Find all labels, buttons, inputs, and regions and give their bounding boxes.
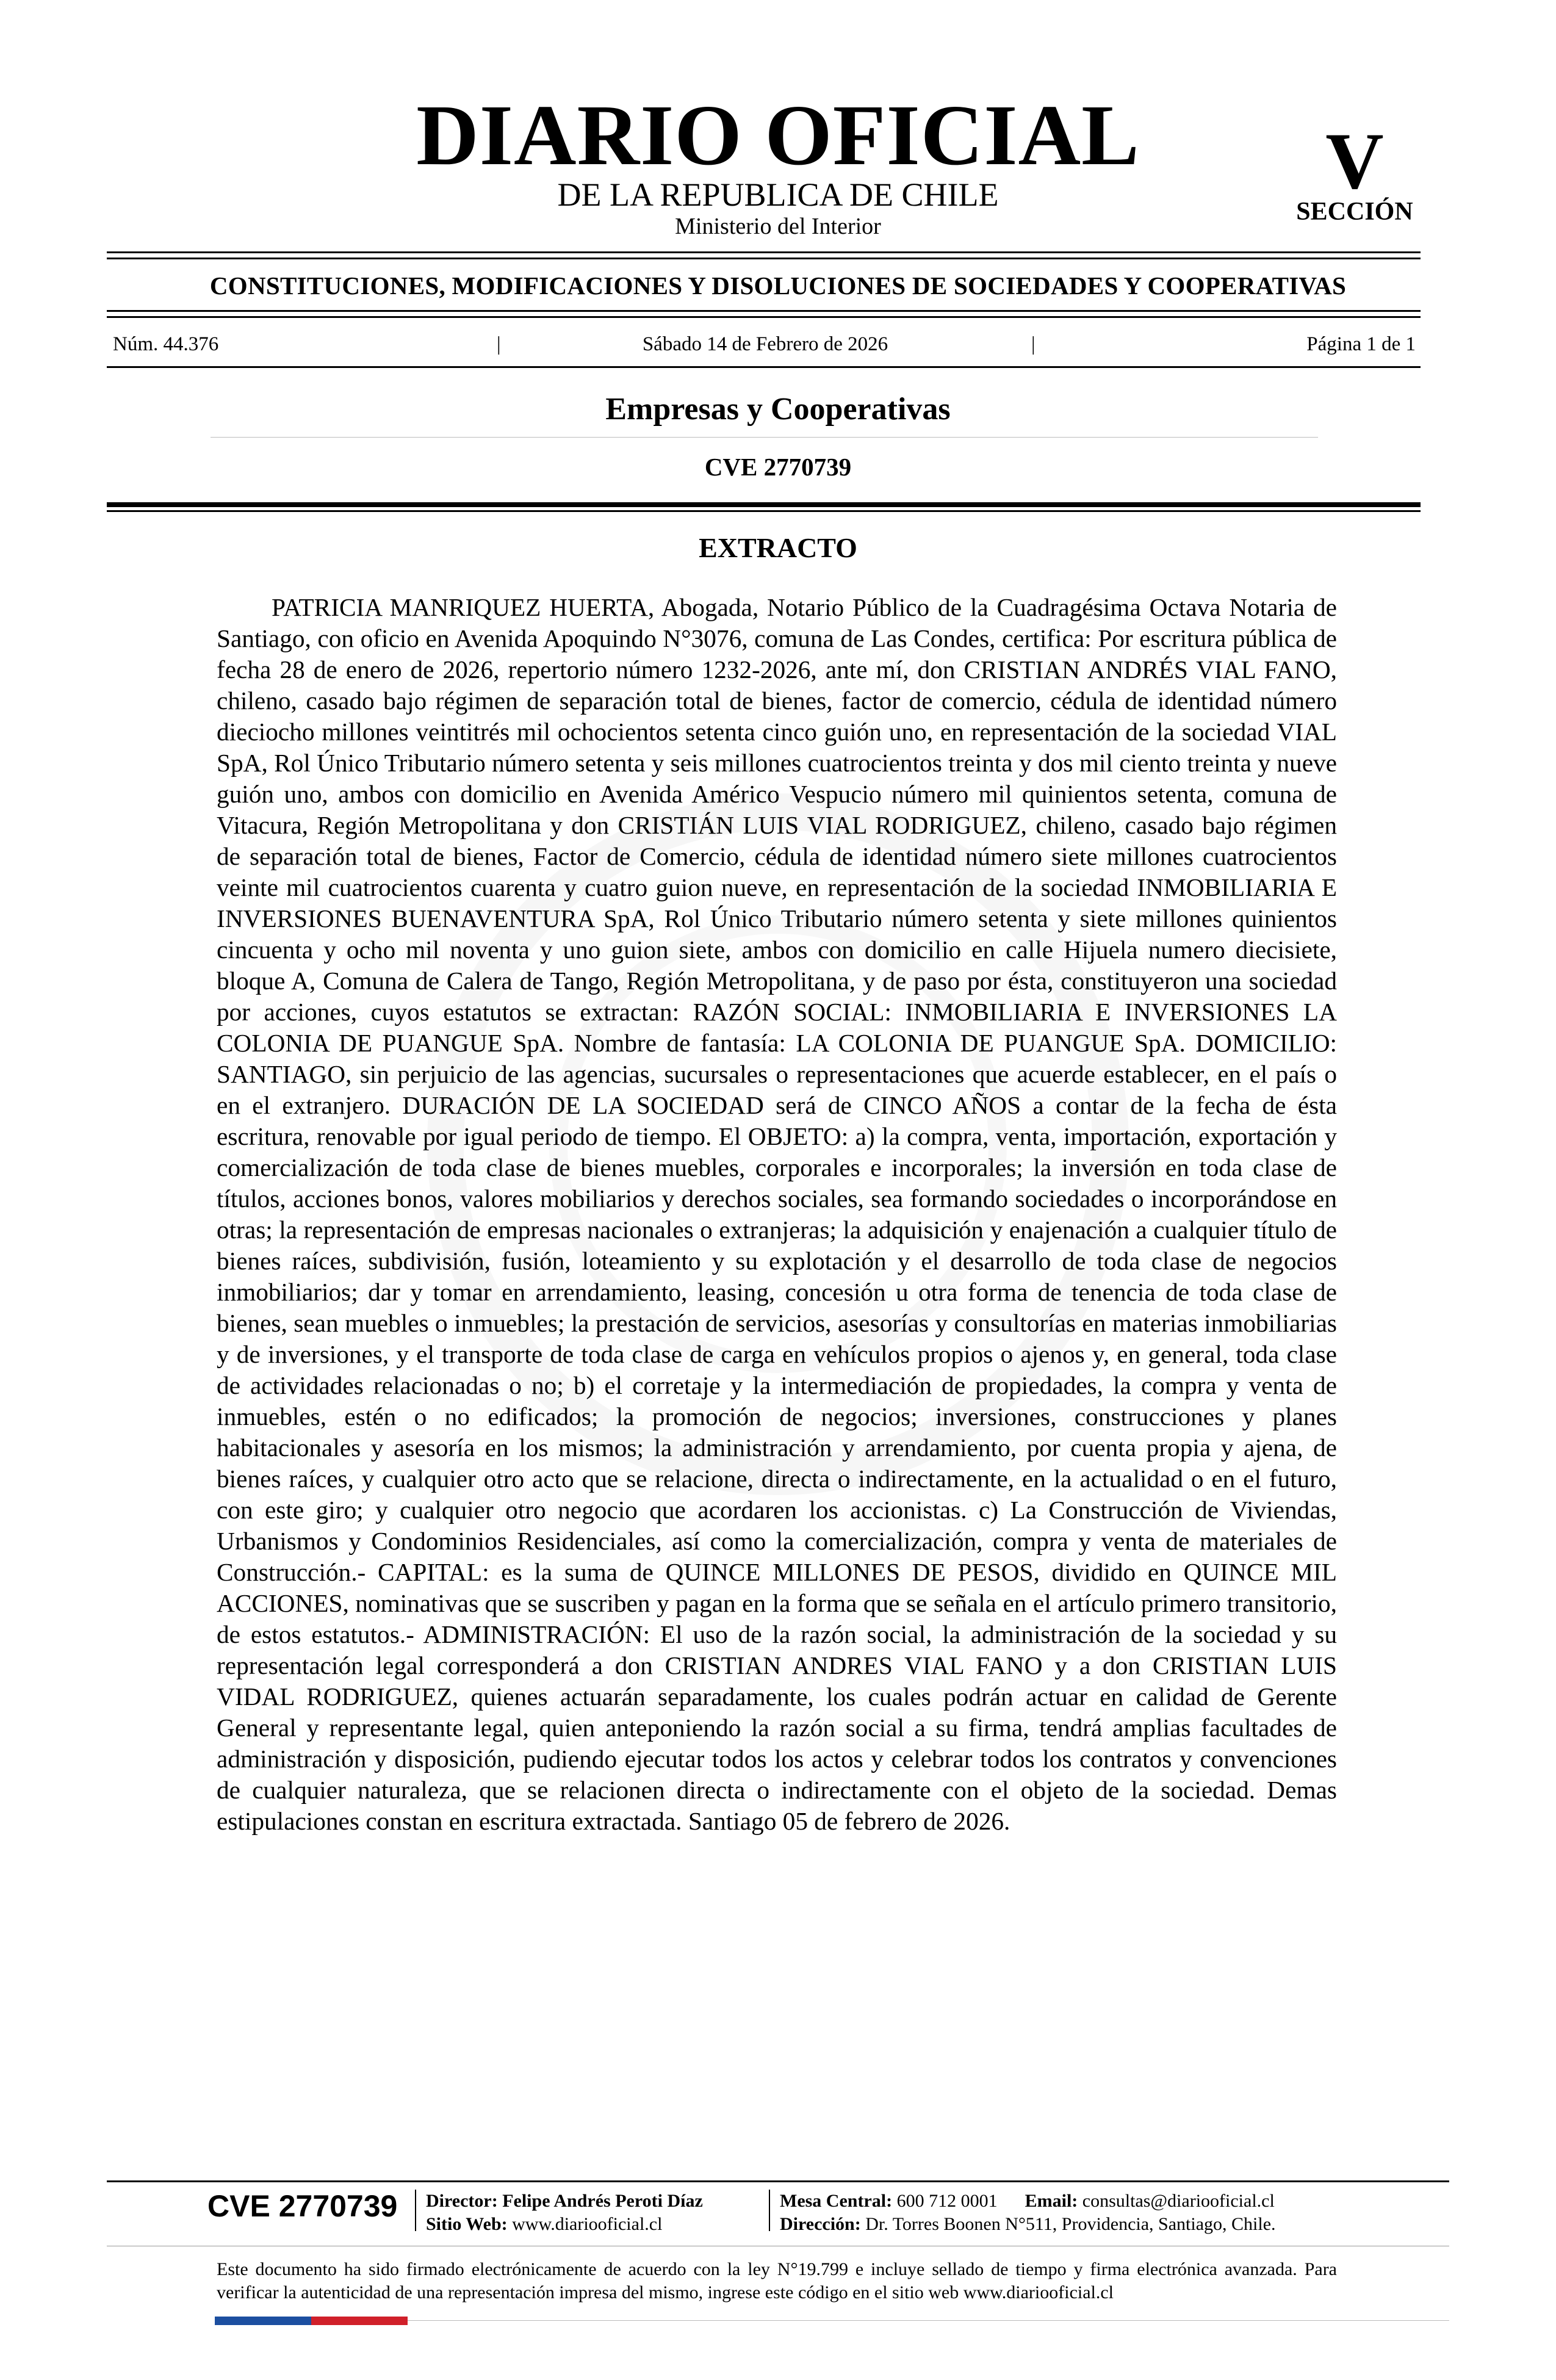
- footer-divider-2: [769, 2190, 770, 2231]
- meta-separator-2: |: [1031, 333, 1036, 355]
- rule-top-1: [107, 251, 1421, 253]
- email-label: Email:: [1025, 2191, 1078, 2211]
- rule-doc-type: [211, 437, 1318, 438]
- phone-value: 600 712 0001: [896, 2191, 998, 2211]
- rule-thick-2: [107, 510, 1421, 512]
- address-value: Dr. Torres Boonen N°511, Providencia, Santiago, Chile.: [865, 2214, 1276, 2234]
- footer-director: [426, 2192, 703, 2210]
- director-label: Director:: [426, 2191, 498, 2211]
- legal-notice: Este documento ha sido firmado electrónicamente de acuerdo con la ley N°19.799 e incluye sellado de tiempo y firma electrónica avanzada. Para verificar la autenticidad de una representación impresa del mismo, ingrese este código en el sitio web www.diariooficial.cl: [217, 2259, 1337, 2302]
- footer-contact: [780, 2192, 1275, 2210]
- section-number: V: [1325, 116, 1384, 206]
- issue-date: Sábado 14 de Febrero de 2026: [642, 333, 888, 355]
- doc-type-heading: Empresas y Cooperativas: [605, 392, 951, 427]
- footer-rule-bottom: [408, 2320, 1449, 2321]
- section-label: SECCIÓN: [1296, 198, 1413, 226]
- footer-rule: [107, 2180, 1449, 2182]
- section-heading: CONSTITUCIONES, MODIFICACIONES Y DISOLUCIONES DE SOCIEDADES Y COOPERATIVAS: [209, 272, 1347, 300]
- rule-meta-bottom: [107, 366, 1421, 368]
- rule-mid-1: [107, 310, 1421, 312]
- masthead-title: DIARIO OFICIAL: [416, 87, 1140, 183]
- rule-mid-2: [107, 316, 1421, 318]
- footer-address: [780, 2215, 1276, 2234]
- footer-cve-code: CVE 2770739: [207, 2189, 398, 2223]
- email-link[interactable]: consultas@diariooficial.cl: [1082, 2191, 1275, 2211]
- flag-bar-blue: [215, 2317, 311, 2325]
- website-label: Sitio Web:: [426, 2214, 508, 2234]
- masthead-subtitle: DE LA REPUBLICA DE CHILE: [557, 176, 999, 213]
- page-indicator: Página 1 de 1: [1306, 333, 1416, 355]
- director-value: Felipe Andrés Peroti Díaz: [502, 2191, 703, 2211]
- footer-divider-1: [415, 2190, 416, 2231]
- phone-label: Mesa Central:: [780, 2191, 893, 2211]
- website-link[interactable]: www.diariooficial.cl: [512, 2214, 663, 2234]
- extract-title: EXTRACTO: [699, 532, 857, 563]
- rule-thick-1: [107, 502, 1421, 507]
- cve-code: CVE 2770739: [704, 453, 852, 481]
- extract-body: PATRICIA MANRIQUEZ HUERTA, Abogada, Notario Público de la Cuadragésima Octava Notaria de Santiago, con oficio en Avenida Apoquindo N°3076, comuna de Las Condes, certifica: Por escritura pública de fecha 28 de enero de 2026, repertorio número 1232-2026, ante mí, don CRISTIAN ANDRÉS VIAL FANO, chileno, casado bajo régimen de separación total de bienes, factor de comercio, cédula de identidad número dieciocho millones veintitrés mil ochocientos setenta cinco guión uno, en representación de la sociedad VIAL SpA, Rol Único Tributario número setenta y seis millones cuatrocientos treinta y dos mil ciento treinta y nueve guión uno, ambos con domicilio en Avenida Américo Vespucio número mil quinientos setenta, comuna de Vitacura, Región Metropolitana y don CRISTIÁN LUIS VIAL RODRIGUEZ, chileno, casado bajo régimen de separación total de bienes, Factor de Comercio, cédula de identidad número siete millones cuatrocientos veinte mil cuatrocientos cuarenta y cuatro guion nueve, en representación de la sociedad INMOBILIARIA E INVERSIONES BUENAVENTURA SpA, Rol Único Tributario número setenta y siete millones quinientos cincuenta y ocho mil noventa y uno guion siete, ambos con domicilio en calle Hijuela numero diecisiete, bloque A, Comuna de Calera de Tango, Región Metropolitana, y de paso por ésta, constituyeron una sociedad por acciones, cuyos estatutos se extractan: RAZÓN SOCIAL: INMOBILIARIA E INVERSIONES LA COLONIA DE PUANGUE SpA. Nombre de fantasía: LA COLONIA DE PUANGUE SpA. DOMICILIO: SANTIAGO, sin perjuicio de las agencias, sucursales o representaciones que acuerde establecer, en el país o en el extranjero. DURACIÓN DE LA SOCIEDAD será de CINCO AÑOS a contar de la fecha de ésta escritura, renovable por igual periodo de tiempo. El OBJETO: a) la compra, venta, importación, exportación y comercialización de toda clase de bienes muebles, corporales e incorporales; la inversión en toda clase de títulos, acciones bonos, valores mobiliarios y derechos sociales, sea formando sociedades o incorporándose en otras; la representación de empresas nacionales o extranjeras; la adquisición y enajenación a cualquier título de bienes raíces, subdivisión, fusión, loteamiento y su explotación y el desarrollo de toda clase de negocios inmobiliarios; dar y tomar en arrendamiento, leasing, concesión u otra forma de tenencia de toda clase de bienes, sean muebles o inmuebles; la prestación de servicios, asesorías y consultorías en materias inmobiliarias y de inversiones, y el transporte de toda clase de carga en vehículos propios o ajenos y, en general, toda clase de actividades relacionadas o no; b) el corretaje y la intermediación de propiedades, la compra y venta de inmuebles, estén o no edificados; la promoción de negocios; inversiones, construcciones y planes habitacionales y asesoría en los mismos; la administración y arrendamiento, por cuenta propia y ajena, de bienes raíces, y cualquier otro acto que se relacione, directa o indirectamente, en la actualidad o en el futuro, con este giro; y cualquier otro negocio que acordaren los accionistas. c) La Construcción de Viviendas, Urbanismos y Condominios Residenciales, así como la comercialización, compra y venta de materiales de Construcción.- CAPITAL: es la suma de QUINCE MILLONES DE PESOS, dividido en QUINCE MIL ACCIONES, nominativas que se suscriben y pagan en la forma que se señala en el artículo primero transitorio, de estos estatutos.- ADMINISTRACIÓN: El uso de la razón social, la administración de la sociedad y su representación legal corresponderá a don CRISTIAN ANDRES VIAL FANO y a don CRISTIAN LUIS VIDAL RODRIGUEZ, quienes actuarán separadamente, los cuales podrán actuar en calidad de Gerente General y representante legal, quien anteponiendo la razón social a su firma, tendrá amplias facultades de administración y disposición, pudiendo ejecutar todos los actos y celebrar todos los contratos y convenciones de cualquier naturaleza, que se relacionen directa o indirectamente con el objeto de la sociedad. Demas estipulaciones constan en escritura extractada. Santiago 05 de febrero de 2026.: [217, 593, 1337, 1835]
- meta-separator-1: |: [497, 333, 501, 355]
- rule-top-2: [107, 258, 1421, 259]
- issue-number: Núm. 44.376: [113, 333, 219, 355]
- flag-bar-red: [311, 2317, 408, 2325]
- masthead-ministry: Ministerio del Interior: [675, 214, 881, 239]
- footer-website: [426, 2215, 662, 2234]
- address-label: Dirección:: [780, 2214, 861, 2234]
